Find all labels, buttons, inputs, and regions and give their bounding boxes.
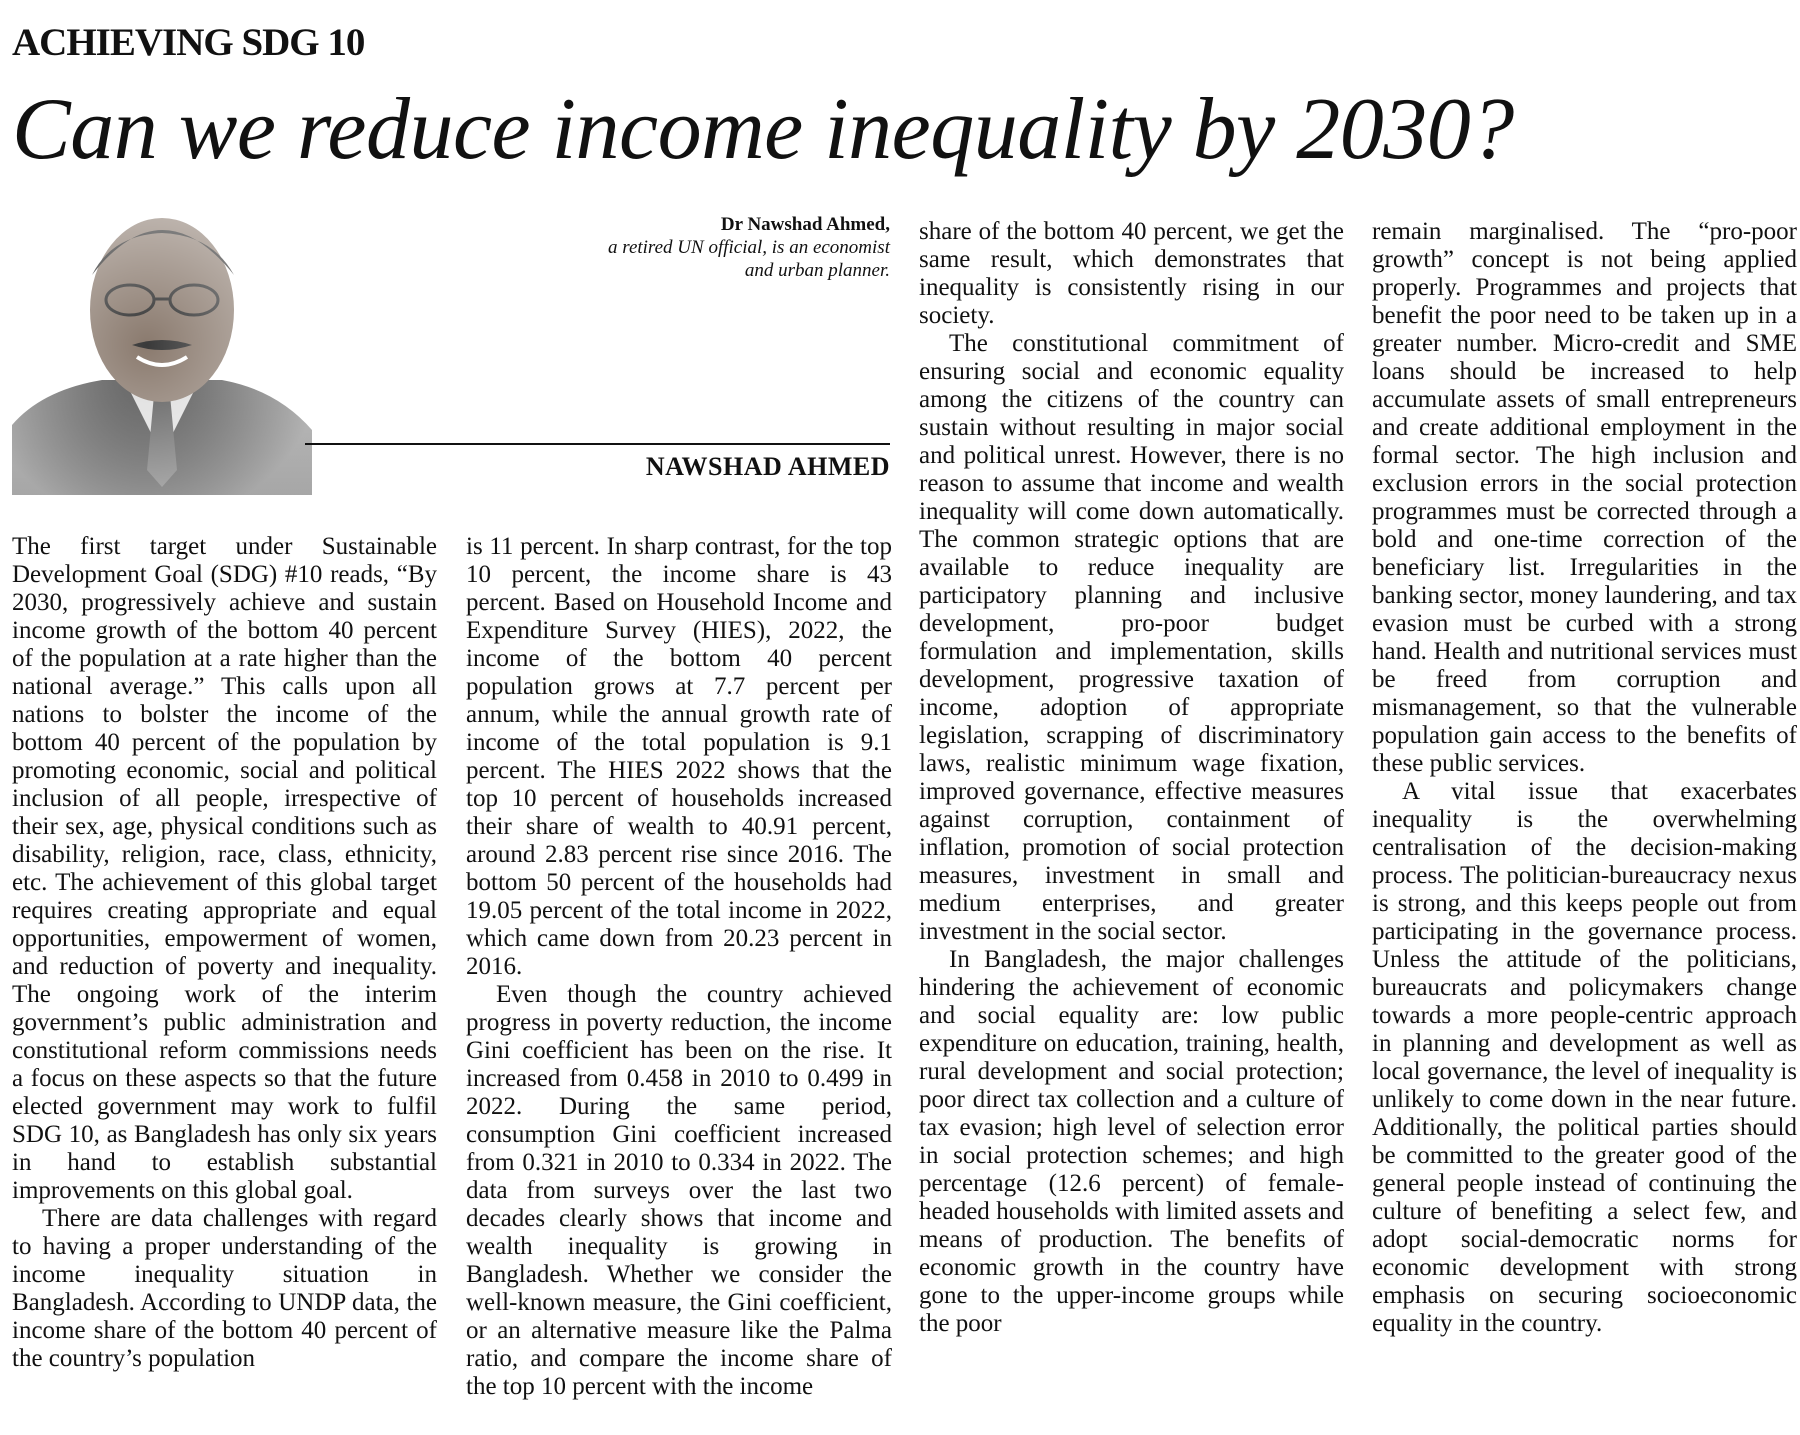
paragraph: Even though the country achieved progress in poverty reduction, the income Gini coefficient has been on the rise. It increased from 0.458 in 2010 to 0.499 in 2022. During the same period, consumption Gini coefficient increased from 0.321 in 2010 to 0.334 in 2022. The data from surveys over the last two decades clearly shows that income and wealth inequality is growing in Bangladesh. Whether we consider the well-known measure, the Gini coefficient, or an alternative measure like the Palma ratio, and compare the income share of the top 10 percent with the income: [466, 981, 892, 1400]
article-column-4: [1372, 218, 1797, 1433]
author-info-description-1: a retired UN official, is an economist: [608, 237, 890, 258]
author-info-description-2: and urban planner.: [744, 260, 890, 281]
section-kicker: ACHIEVING SDG 10: [12, 21, 365, 64]
paragraph: A vital issue that exacerbates inequality is the overwhelming centralisation of the decision-making process. The politician-bureaucracy nexus is strong, and this keeps people out from participating in the governance process. Unless the attitude of the politicians, bureaucrats and policymakers change towards a more people-centric approach in planning and development as well as local governance, the level of inequality is unlikely to come down in the near future. Additionally, the political parties should be committed to the greater good of the general people instead of continuing the culture of benefiting a select few, and adopt social-democratic norms for economic development with strong emphasis on securing socioeconomic equality in the country.: [1372, 778, 1797, 1337]
article-column-1: [12, 533, 437, 1428]
paragraph: remain marginalised. The “pro-poor growth” concept is not being applied properly. Programmes and projects that benefit the poor need to be taken up in a greater number. Micro-credit and SME loans should be increased to help accumulate assets of small entrepreneurs and create additional employment in the formal sector. The high inclusion and exclusion errors in the social protection programmes must be corrected through a bold and one-time correction of the beneficiary list. Irregularities in the banking sector, money laundering, and tax evasion must be curbed with a strong hand. Health and nutritional services must be freed from corruption and mismanagement, so that the vulnerable population gain access to the benefits of these public services.: [1372, 218, 1797, 777]
paragraph: There are data challenges with regard to having a proper understanding of the income inequality situation in Bangladesh. According to UNDP data, the income share of the bottom 40 percent of the country’s population: [12, 1205, 437, 1372]
paragraph: share of the bottom 40 percent, we get the same result, which demonstrates that inequality is consistently rising in our society.: [919, 218, 1344, 329]
paragraph: In Bangladesh, the major challenges hindering the achievement of economic and social equality are: low public expenditure on education, training, health, rural development and social protection; poor direct tax collection and a culture of tax evasion; high level of selection error in social protection schemes; and high percentage (12.6 percent) of female-headed households with limited assets and means of production. The benefits of economic growth in the country have gone to the upper-income groups while the poor: [919, 946, 1344, 1337]
paragraph: The constitutional commitment of ensuring social and economic equality among the citizens of the country can sustain without resulting in major social and political unrest. However, there is no reason to assume that income and wealth inequality will come down automatically. The common strategic options that are available to reduce inequality are participatory planning and inclusive development, pro-poor budget formulation and implementation, skills development, progressive taxation of income, adoption of appropriate legislation, scrapping of discriminatory laws, realistic minimum wage fixation, improved governance, effective measures against corruption, containment of inflation, promotion of social protection measures, investment in small and medium enterprises, and greater investment in the social sector.: [919, 330, 1344, 945]
paragraph: is 11 percent. In sharp contrast, for the top 10 percent, the income share is 43 percent. Based on Household Income and Expenditure Survey (HIES), 2022, the income of the bottom 40 percent population grows at 7.7 percent per annum, while the annual growth rate of income of the total population is 9.1 percent. The HIES 2022 shows that the top 10 percent of households increased their share of wealth to 40.91 percent, around 2.83 percent rise since 2016. The bottom 50 percent of the households had 19.05 percent of the total income in 2022, which came down from 20.23 percent in 2016.: [466, 533, 892, 980]
author-byline: NAWSHAD AHMED: [645, 452, 890, 481]
author-info-name: Dr Nawshad Ahmed,: [720, 214, 890, 235]
headline: Can we reduce income inequality by 2030?: [12, 81, 1514, 178]
author-info: [520, 213, 890, 282]
byline-rule: [305, 443, 890, 445]
author-photo: [12, 195, 312, 495]
article-column-3: [919, 218, 1344, 1433]
article-column-2: [466, 533, 892, 1428]
paragraph: The first target under Sustainable Development Goal (SDG) #10 reads, “By 2030, progressively achieve and sustain income growth of the bottom 40 percent of the population at a rate higher than the national average.” This calls upon all nations to bolster the income of the bottom 40 percent of the population by promoting economic, social and political inclusion of all people, irrespective of their sex, age, physical conditions such as disability, religion, race, class, ethnicity, etc. The achievement of this global target requires creating appropriate and equal opportunities, empowerment of women, and reduction of poverty and inequality. The ongoing work of the interim government’s public administration and constitutional reform commissions needs a focus on these aspects so that the future elected government may work to fulfil SDG 10, as Bangladesh has only six years in hand to establish substantial improvements on this global goal.: [12, 533, 437, 1204]
